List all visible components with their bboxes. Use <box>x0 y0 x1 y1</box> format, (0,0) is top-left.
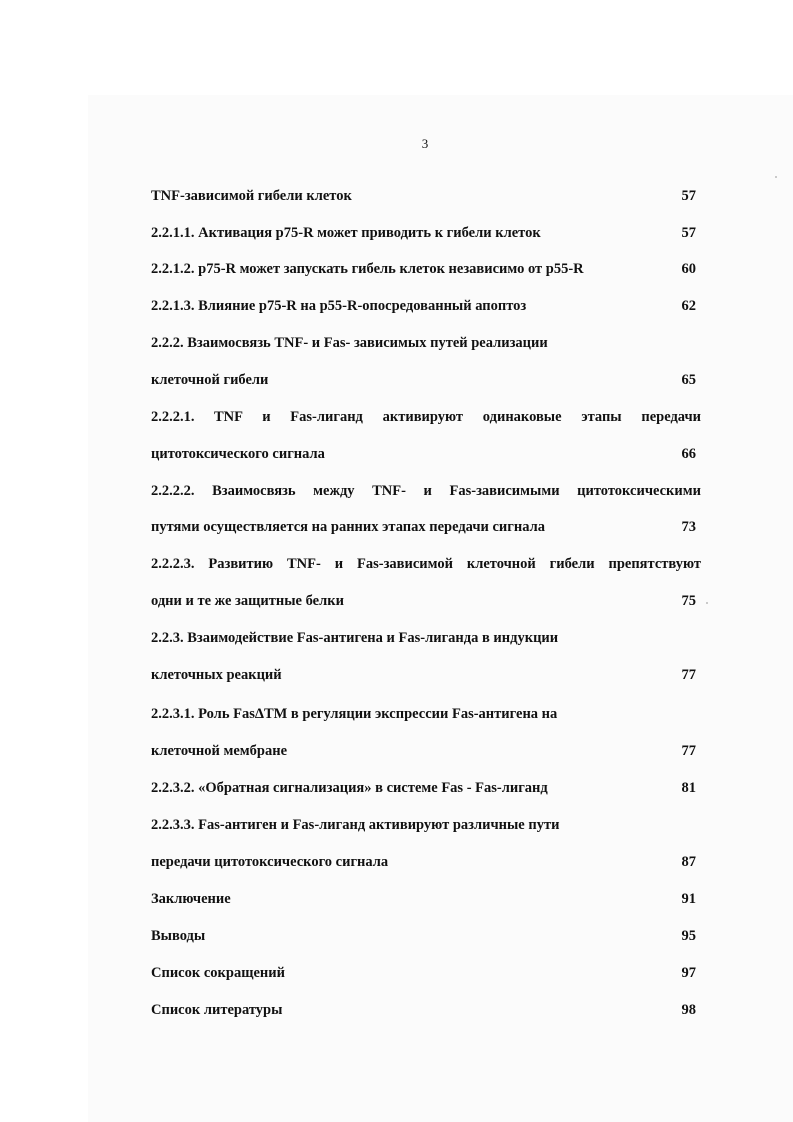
toc-entry-page: 60 <box>681 261 696 277</box>
toc-entry-text: 2.2.1.1. Активация р75-R может приводить к гибели клеток <box>151 225 541 241</box>
toc-entry-text: путями осуществляется на ранних этапах передачи сигнала <box>151 519 545 535</box>
toc-entry-page: 97 <box>681 965 696 981</box>
toc-entry-text: передачи цитотоксического сигнала <box>151 854 389 870</box>
toc-entry-text: 2.2.3. Взаимодействие Fas-антигена и Fas-лиганда в индукции <box>151 630 559 646</box>
toc-entry-page: 77 <box>681 743 696 759</box>
toc-entry-text: клеточных реакций <box>151 667 282 683</box>
toc-entry-page: 75 <box>681 593 696 609</box>
toc-entry-page: 98 <box>681 1002 696 1018</box>
toc-entry-text: Список литературы <box>151 1002 283 1018</box>
toc-entry-page: 57 <box>681 188 696 204</box>
toc-entry-text: 2.2.3.1. Роль FasΔTM в регуляции экспрессии Fas-антигена на <box>151 706 558 722</box>
toc-entry-text: одни и те же защитные белки <box>151 593 344 609</box>
toc-entry-text: Выводы <box>151 928 206 944</box>
toc-entry-page: 66 <box>681 446 696 462</box>
scan-speck <box>775 176 777 178</box>
toc-entry-text: 2.2.3.3. Fas-антиген и Fas-лиганд активируют различные пути <box>151 817 560 833</box>
toc-entry-text: клеточной гибели <box>151 372 269 388</box>
toc-entry-text: 2.2.2.1. TNF и Fas-лиганд активируют одинаковые этапы передачи <box>151 409 701 425</box>
toc-entry-page: 73 <box>681 519 696 535</box>
toc-entry-text: Список сокращений <box>151 965 285 981</box>
toc-entry-text: 2.2.2. Взаимосвязь TNF- и Fas- зависимых путей реализации <box>151 335 548 351</box>
toc-entry-page: 87 <box>681 854 696 870</box>
toc-entry-page: 57 <box>681 225 696 241</box>
page-number: 3 <box>421 136 429 151</box>
toc-entry-text: цитотоксического сигнала <box>151 446 325 462</box>
toc-entry-text: 2.2.3.2. «Обратная сигнализация» в системе Fas - Fas-лиганд <box>151 780 548 796</box>
toc-entry-text: 2.2.2.3. Развитию TNF- и Fas-зависимой клеточной гибели препятствуют <box>151 556 701 572</box>
toc-entry-page: 62 <box>681 298 696 314</box>
toc-entry-page: 65 <box>681 372 696 388</box>
toc-entry-text: 2.2.1.2. р75-R может запускать гибель клеток независимо от р55-R <box>151 261 584 277</box>
scan-speck <box>706 602 708 604</box>
toc-entry-text: 2.2.2.2. Взаимосвязь между TNF- и Fas-зависимыми цитотоксическими <box>151 483 701 499</box>
toc-entry-page: 81 <box>681 780 696 796</box>
toc-entry-page: 77 <box>681 667 696 683</box>
toc-entry-text: Заключение <box>151 891 231 907</box>
toc-entry-text: 2.2.1.3. Влияние р75-R на р55-R-опосредованный апоптоз <box>151 298 527 314</box>
toc-entry-text: TNF-зависимой гибели клеток <box>151 188 352 204</box>
toc-entry-page: 91 <box>681 891 696 907</box>
toc-entry-page: 95 <box>681 928 696 944</box>
toc-entry-text: клеточной мембране <box>151 743 288 759</box>
